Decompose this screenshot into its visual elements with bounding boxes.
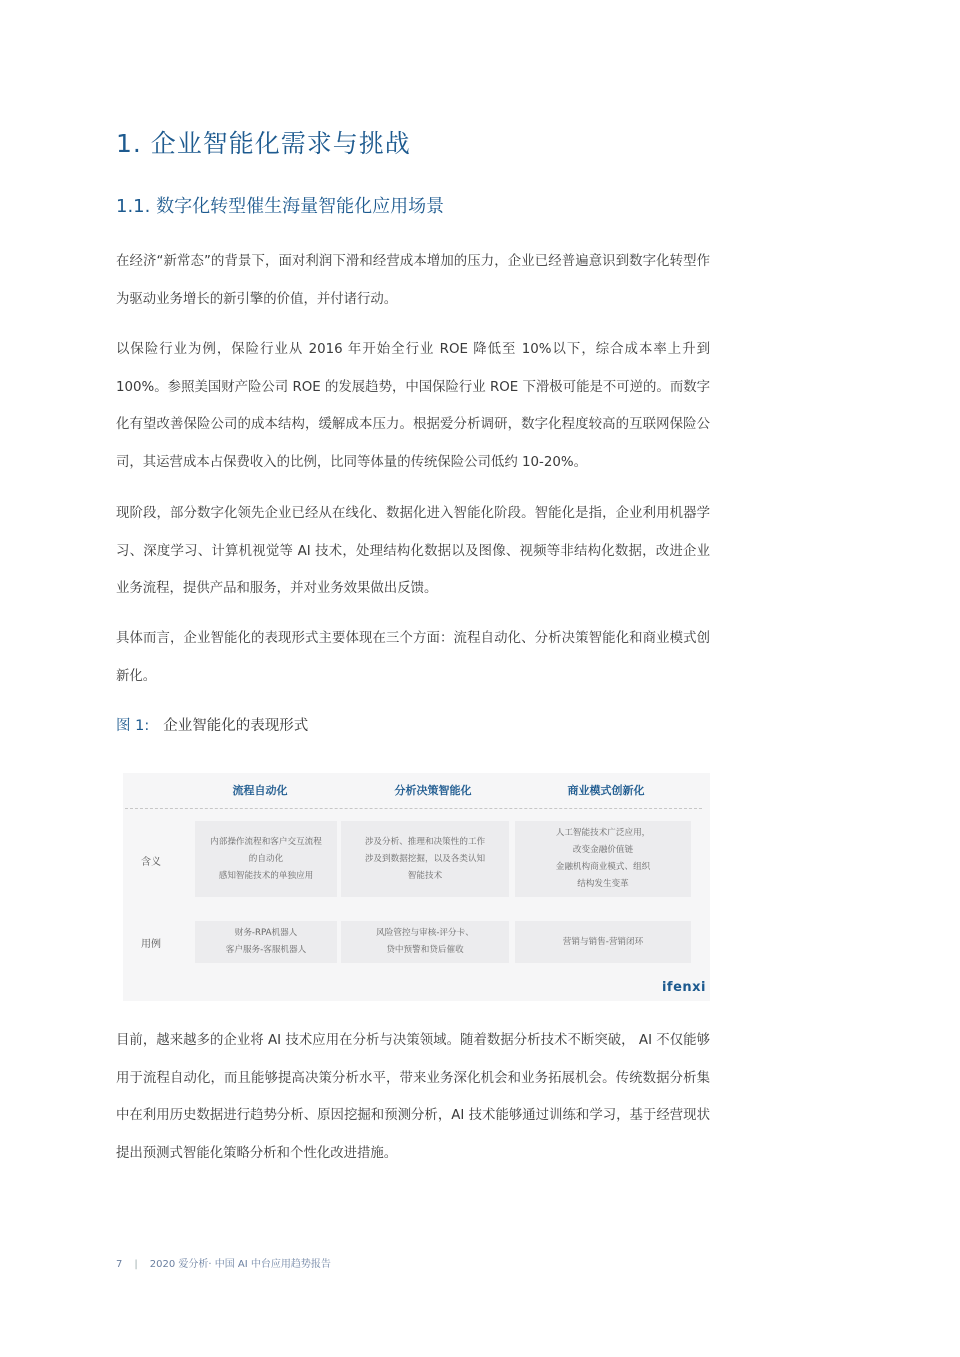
figure-column-header: 商业模式创新化 (567, 784, 645, 797)
footer-separator: | (134, 1259, 138, 1270)
paragraph-3: 现阶段，部分数字化领先企业已经从在线化、数据化进入智能化阶段。智能化是指，企业利用机器学习、深度学习、计算机视觉等 AI 技术，处理结构化数据以及图像、视频等非结构化数据，改进企业业务流程，提供产品和服务，并对业务效果做出反馈。 (116, 506, 710, 596)
figure-number: 图 1: (116, 718, 150, 734)
figure-cell-use-case: 风险管控与审核-评分卡、 贷中预警和贷后催收 (341, 921, 509, 963)
figure-row-label: 用例 (141, 939, 161, 950)
figure-cell-use-case: 营销与销售-营销闭环 (515, 921, 691, 963)
figure-divider (125, 808, 702, 809)
figure-caption (116, 714, 308, 735)
paragraph-5: 目前，越来越多的企业将 AI 技术应用在分析与决策领域。随着数据分析技术不断突破， AI 不仅能够用于流程自动化，而且能够提高决策分析水平，带来业务深化机会和业务拓展机会。传统数据分析集中在利用历史数据进行趋势分析、原因挖掘和预测分析，AI 技术能够通过训练和学习，基于经营现状提出预测式智能化策略分析和个性化改进措施。 (116, 1033, 710, 1161)
figure-cell-meaning: 涉及分析、推理和决策性的工作 涉及到数据挖掘，以及各类认知 智能技术 (341, 821, 509, 897)
paragraph-2: 以保险行业为例，保险行业从 2016 年开始全行业 ROE 降低至 10%以下，综合成本率上升到 100%。参照美国财产险公司 ROE 的发展趋势，中国保险行业 ROE 下滑极可能是不可逆的。而数字化有望改善保险公司的成本结构，缓解成本压力。根据爱分析调研，数字化程度较高的互联网保险公司，其运营成本占保费收入的比例，比同等体量的传统保险公司低约 10-20%。 (116, 342, 710, 470)
figure-title: 企业智能化的表现形式 (163, 718, 309, 734)
figure-table (123, 773, 710, 1001)
section-heading: 1. 企业智能化需求与挑战 (116, 129, 411, 158)
paragraph-4: 具体而言，企业智能化的表现形式主要体现在三个方面：流程自动化、分析决策智能化和商业模式创新化。 (116, 631, 710, 684)
page-footer (116, 1255, 331, 1270)
figure-column-header: 流程自动化 (232, 784, 288, 797)
paragraph-1: 在经济“新常态”的背景下，面对利润下滑和经营成本增加的压力，企业已经普遍意识到数字化转型作为驱动业务增长的新引擎的价值，并付诸行动。 (116, 254, 710, 307)
figure-row-label: 含义 (141, 857, 161, 868)
page-number: 7 (116, 1259, 123, 1270)
figure-cell-use-case: 财务-RPA机器人 客户服务-客服机器人 (195, 921, 337, 963)
figure-column-header: 分析决策智能化 (394, 784, 472, 797)
figure-cell-meaning: 内部操作流程和客户交互流程 的自动化 感知智能技术的单独应用 (195, 821, 337, 897)
report-title: 2020 爱分析· 中国 AI 中台应用趋势报告 (149, 1259, 331, 1270)
subsection-heading: 1.1. 数字化转型催生海量智能化应用场景 (116, 196, 445, 217)
ifenxi-logo: ifenxi (661, 980, 706, 995)
figure-cell-meaning: 人工智能技术广泛应用， 改变金融价值链 金融机构商业模式、组织 结构发生变革 (515, 821, 691, 897)
